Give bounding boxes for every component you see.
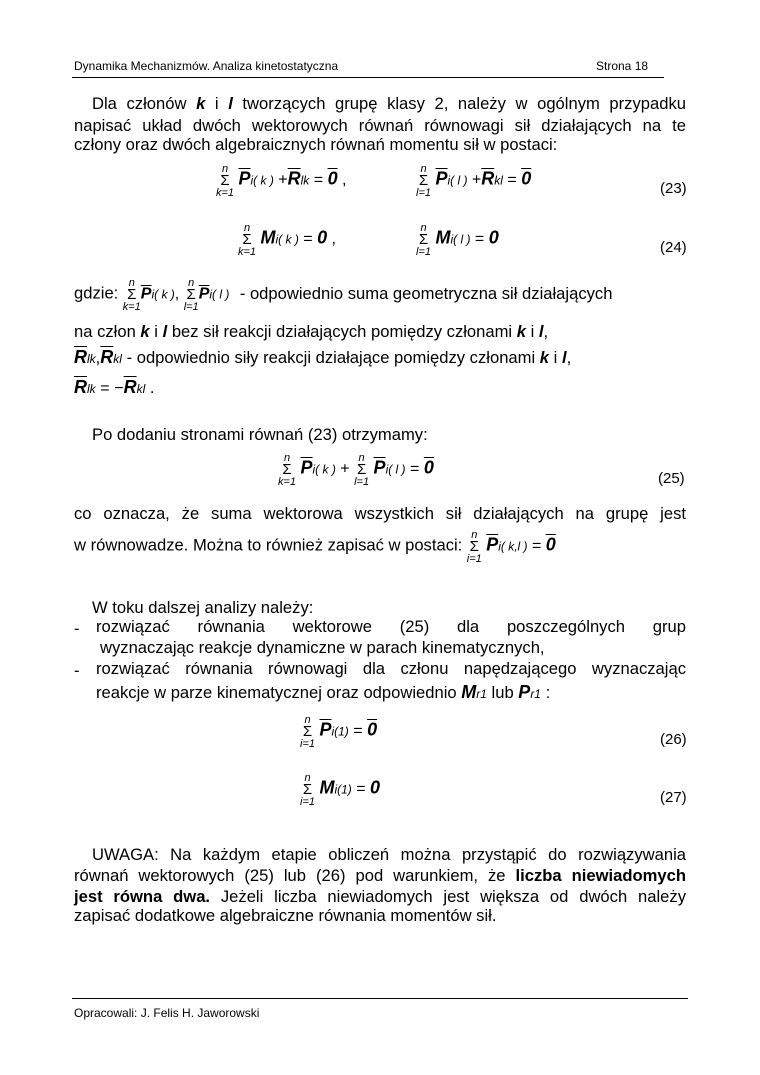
bullet-1-dash: -	[74, 619, 80, 638]
equation-23-right: n Σ l=1 $\overline{P}i$( l ) $+\overline{R}kl = 0$	[416, 163, 532, 199]
page-number: Strona 18	[596, 59, 649, 73]
intro-line-2: napisać układ dwóch wektorowych równań równowagi sił działających na te	[74, 116, 686, 135]
equation-number-24: (24)	[660, 239, 687, 256]
header-rule	[72, 77, 664, 78]
para2-line-3: w równowadze. Można to również zapisać w postaci: n Σ i=1 $\overline{P}i$( k,l ) = 0	[74, 529, 556, 565]
bullet-1-line-2: wyznaczając reakcje dynamiczne w parach kinematycznych,	[100, 638, 545, 657]
equation-26: n Σ i=1 $\overline{P}i(1) = 0$	[300, 714, 378, 750]
equation-25: n Σ k=1 $\overline{P}i$( k ) + n Σ l=1 $\overline{P}i$( l ) = 0	[278, 452, 434, 488]
analysis-intro: W toku dalszej analizy należy:	[92, 598, 314, 617]
equation-number-27: (27)	[660, 789, 687, 806]
equation-number-26: (26)	[660, 731, 687, 748]
bullet-1-line-1: rozwiązać równania wektorowe (25) dla poszczególnych grup	[96, 617, 686, 636]
bullet-2-line-1: rozwiązać równania równowagi dla członu napędzającego wyznaczając	[96, 659, 686, 678]
footer-rule	[72, 998, 688, 999]
equation-number-23: (23)	[660, 180, 687, 197]
footer-authors: Opracowali: J. Felis H. Jaworowski	[74, 1006, 260, 1020]
para2-line-1: Po dodaniu stronami równań (23) otrzymamy:	[92, 425, 428, 444]
bullet-2-line-2: reakcje w parze kinematycznej oraz odpowiednio Mr1 lub Pr1 :	[96, 682, 551, 702]
defs-line-4: $\overline{R}lk = -\overline{R}kl$ .	[74, 377, 155, 397]
note-line-2: równań wektorowych (25) lub (26) pod warunkiem, że liczba niewiadomych	[74, 866, 686, 885]
equation-23-left: n Σ k=1 $\overline{P}i$( k ) $+\overline{R}lk = 0$ ,	[216, 163, 347, 199]
para2-line-2: co oznacza, że suma wektorowa wszystkich sił działających na grupę jest	[74, 504, 686, 523]
equation-24-right: n Σ l=1 Mi( l ) = 0	[416, 222, 499, 258]
note-line-3: jest równa dwa. Jeżeli liczba niewiadomych jest większa od dwóch należy	[74, 887, 686, 906]
intro-line-3: człony oraz dwóch algebraicznych równań momentu sił w postaci:	[74, 135, 558, 154]
defs-line-3: $\overline{R}lk,\overline{R}kl$ - odpowiednio siły reakcji działające pomiędzy członami k i l,	[74, 347, 572, 367]
intro-line-1: Dla członów k i l tworzących grupę klasy 2, należy w ogólnym przypadku	[92, 94, 686, 113]
header-title: Dynamika Mechanizmów. Analiza kinetostatyczna	[74, 59, 339, 73]
defs-line-1: gdzie: n Σ $k=1\overline{P}i$( k ), n Σ $l=1\overline{P}i$( l ) - odpowiednio suma geometryczna sił działających	[74, 277, 613, 313]
equation-number-25: (25)	[658, 470, 685, 487]
defs-line-2: na człon k i l bez sił reakcji działających pomiędzy członami k i l,	[74, 322, 549, 341]
note-line-4: zapisać dodatkowe algebraiczne równania momentów sił.	[74, 906, 497, 925]
equation-24-left: n Σ k=1 Mi( k ) = 0 ,	[238, 222, 336, 258]
note-line-1: UWAGA: Na każdym etapie obliczeń można przystąpić do rozwiązywania	[92, 845, 686, 864]
bullet-2-dash: -	[74, 661, 80, 680]
equation-27: n Σ i=1 Mi(1) = 0	[300, 772, 381, 808]
